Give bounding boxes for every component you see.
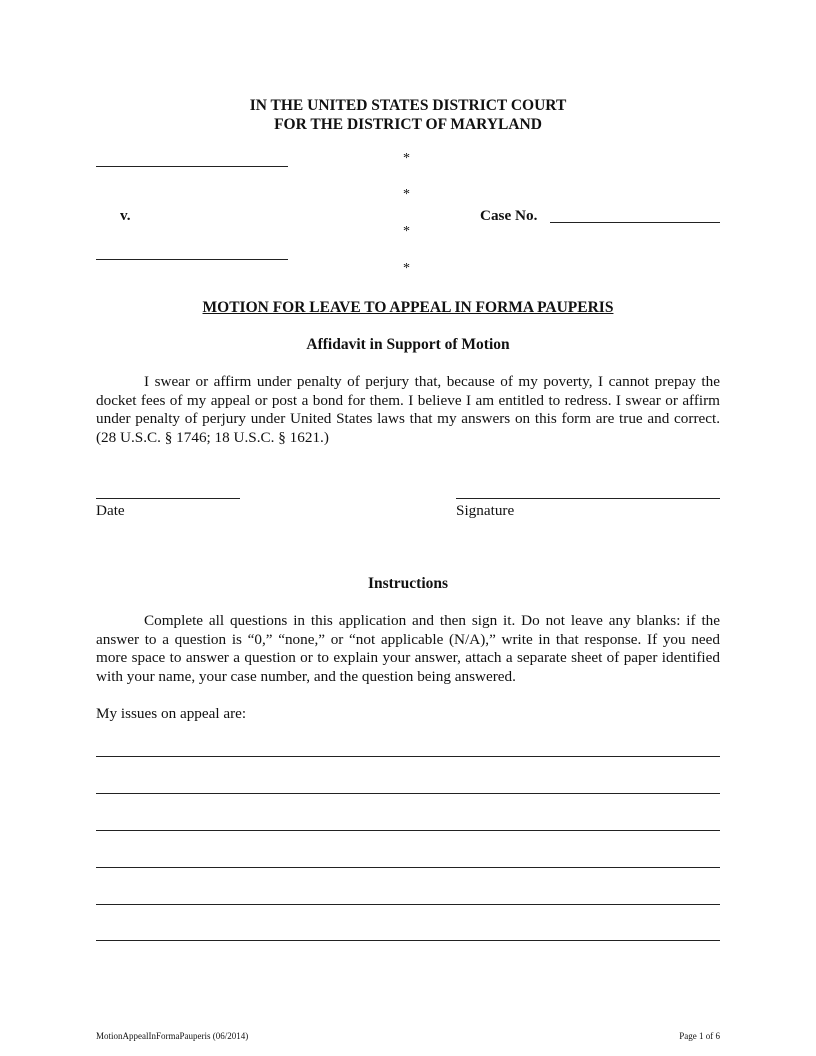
caption-star: * (403, 261, 410, 276)
instructions-text: Complete all questions in this application and then sign it. Do not leave any blanks: if the answer to a question is “0,” “none,” or “not applicable (N/A),” write in that response. If you need more space to answer a question or to explain your answer, attach a separate sheet of paper identified with your name, your case number, and the question being answered. (96, 612, 720, 686)
affidavit-paragraph (96, 373, 720, 448)
caption-star: * (403, 187, 410, 202)
issues-answer-line[interactable] (96, 756, 720, 757)
instructions-paragraph (96, 612, 720, 687)
signature-label: Signature (456, 502, 515, 519)
form-identifier: MotionAppealInFormaPauperis (06/2014) (96, 1031, 249, 1041)
case-number-line[interactable] (550, 222, 720, 223)
court-district: FOR THE DISTRICT OF MARYLAND (274, 116, 542, 133)
motion-title: MOTION FOR LEAVE TO APPEAL IN FORMA PAUPERIS (202, 299, 614, 316)
affidavit-text: I swear or affirm under penalty of perjury that, because of my poverty, I cannot prepay the docket fees of my appeal or post a bond for them. I believe I am entitled to redress. I swear or affirm under penalty of perjury under United States laws that my answers on this form are true and correct. (28 U.S.C. § 1746; 18 U.S.C. § 1621.) (96, 373, 720, 447)
defendant-name-line[interactable] (96, 259, 288, 260)
issues-label: My issues on appeal are: (96, 705, 247, 722)
affidavit-heading: Affidavit in Support of Motion (306, 336, 510, 353)
issues-answer-line[interactable] (96, 830, 720, 831)
date-label: Date (96, 502, 125, 519)
case-number-label: Case No. (480, 207, 538, 224)
caption-star: * (403, 151, 410, 166)
caption-star: * (403, 224, 410, 239)
issues-answer-line[interactable] (96, 940, 720, 941)
page-number: Page 1 of 6 (679, 1031, 720, 1041)
instructions-heading: Instructions (367, 575, 449, 592)
issues-answer-line[interactable] (96, 793, 720, 794)
versus-label: v. (120, 207, 131, 224)
issues-answer-line[interactable] (96, 904, 720, 905)
plaintiff-name-line[interactable] (96, 166, 288, 167)
signature-line[interactable] (456, 498, 720, 499)
court-name: IN THE UNITED STATES DISTRICT COURT (249, 97, 567, 114)
date-line[interactable] (96, 498, 240, 499)
issues-answer-line[interactable] (96, 867, 720, 868)
